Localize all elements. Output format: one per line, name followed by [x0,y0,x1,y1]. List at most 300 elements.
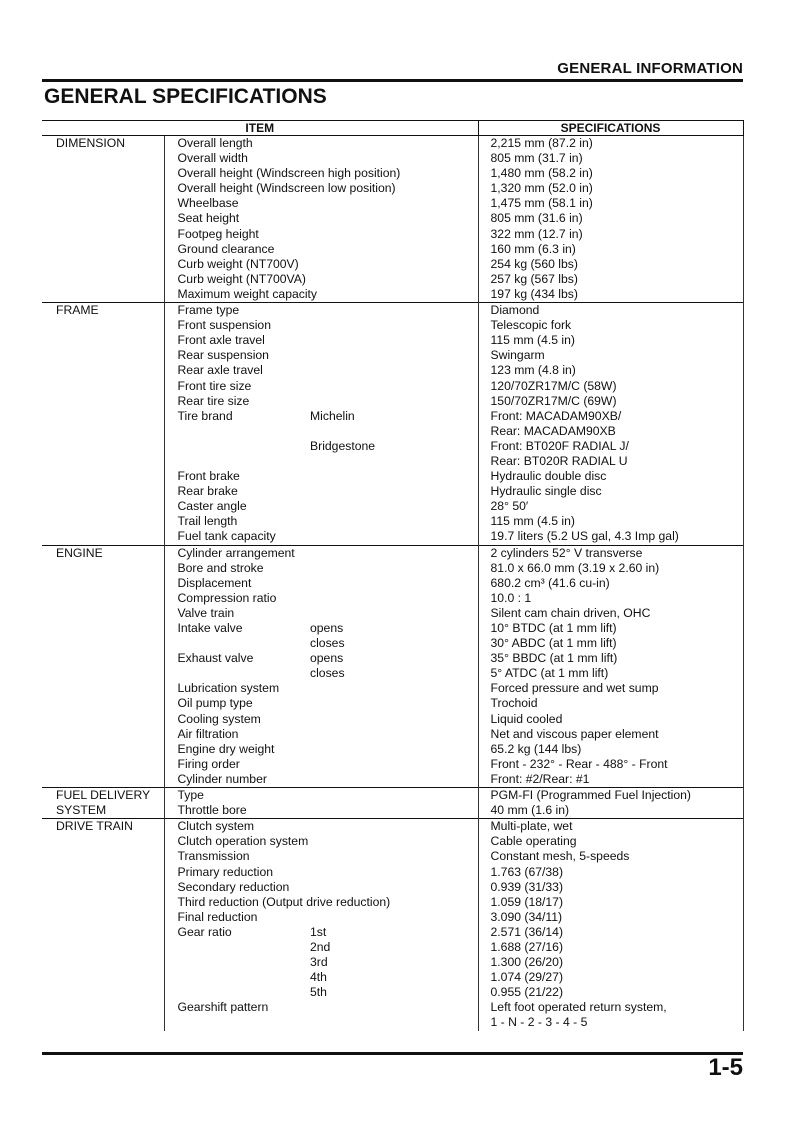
sub-item-cell [310,576,478,591]
spec-value-cell: 160 mm (6.3 in) [478,242,743,257]
sub-item-cell [310,454,478,469]
group-cell [42,242,164,257]
table-row [42,880,743,895]
group-cell [42,181,164,196]
group-cell [42,712,164,727]
sub-item-cell [310,348,478,363]
group-cell [42,970,164,985]
group-cell [42,424,164,439]
item-cell: Fuel tank capacity [164,529,310,545]
table-row [42,529,743,545]
sub-item-cell [310,272,478,287]
item-cell: Front suspension [164,318,310,333]
table-row [42,394,743,409]
spec-value-cell: Silent cam chain driven, OHC [478,606,743,621]
sub-item-cell [310,803,478,819]
sub-item-cell: Bridgestone [310,438,376,453]
item-cell: Compression ratio [164,591,310,606]
spec-value-cell: Rear: MACADAM90XB [478,424,743,439]
table-row [42,757,743,772]
spec-value-cell: Front: #2/Rear: #1 [478,772,743,788]
spec-value-cell: 123 mm (4.8 in) [478,363,743,378]
spec-value-cell: 1,475 mm (58.1 in) [478,196,743,211]
item-cell: Wheelbase [164,196,310,211]
specifications-table [42,120,744,1031]
item-cell: Valve train [164,606,310,621]
sub-item-cell [310,788,478,804]
item-cell: Gearshift pattern [164,1000,310,1015]
sub-item-cell [310,394,478,409]
group-cell: DIMENSION [42,136,164,152]
spec-value-cell: 10° BTDC (at 1 mm lift) [478,621,743,636]
item-cell [164,985,310,1000]
spec-value-cell: 2,215 mm (87.2 in) [478,136,743,152]
sub-item-cell: 1st [310,924,327,939]
sub-item-cell: 5th [310,985,327,1000]
item-cell: Type [164,788,310,804]
group-cell [42,772,164,788]
sub-item-cell [310,424,478,439]
group-cell [42,925,164,940]
item-cell: Intake valve [164,621,310,636]
sub-item-cell: Michelin [310,408,355,423]
group-cell [42,940,164,955]
sub-item-cell: 3rd [310,955,328,970]
spec-value-cell: Multi-plate, wet [478,819,743,835]
spec-value-cell: Front: MACADAM90XB/ [478,409,743,424]
sub-item-cell: 2nd [310,939,331,954]
item-cell: Trail length [164,514,310,529]
table-row [42,606,743,621]
sub-item-cell [310,379,478,394]
group-cell: DRIVE TRAIN [42,819,164,835]
item-cell: Secondary reduction [164,880,310,895]
table-row [42,363,743,378]
sub-item-cell [310,545,478,561]
sub-item-cell [310,136,478,152]
table-row [42,955,743,970]
page-title: GENERAL SPECIFICATIONS [44,85,327,108]
group-cell [42,834,164,849]
group-cell [42,666,164,681]
table-row [42,303,743,319]
spec-value-cell: 115 mm (4.5 in) [478,514,743,529]
group-cell [42,469,164,484]
spec-value-cell: 254 kg (560 lbs) [478,257,743,272]
spec-value-cell: 1,480 mm (58.2 in) [478,166,743,181]
group-cell [42,895,164,910]
group-cell [42,696,164,711]
spec-value-cell: 1.688 (27/16) [478,940,743,955]
spec-value-cell: 10.0 : 1 [478,591,743,606]
table-row [42,865,743,880]
spec-value-cell: 805 mm (31.6 in) [478,211,743,226]
item-cell: Footpeg height [164,227,310,242]
table-row [42,242,743,257]
table-row [42,985,743,1000]
spec-value-cell: 19.7 liters (5.2 US gal, 4.3 Imp gal) [478,529,743,545]
item-cell [164,955,310,970]
table-row [42,1000,743,1015]
item-cell: Lubrication system [164,681,310,696]
group-cell [42,409,164,424]
group-cell [42,955,164,970]
item-cell: Primary reduction [164,865,310,880]
group-cell [42,742,164,757]
item-cell: Maximum weight capacity [164,287,310,303]
group-cell [42,849,164,864]
table-row [42,712,743,727]
spec-value-cell: Liquid cooled [478,712,743,727]
item-cell: Curb weight (NT700V) [164,257,310,272]
table-row [42,803,743,819]
spec-value-cell: 5° ATDC (at 1 mm lift) [478,666,743,681]
item-cell: Front axle travel [164,333,310,348]
item-cell: Rear suspension [164,348,310,363]
sub-item-cell [310,196,478,211]
table-row [42,181,743,196]
item-cell: Rear axle travel [164,363,310,378]
sub-item-cell [310,696,478,711]
item-cell: Oil pump type [164,696,310,711]
item-cell: Frame type [164,303,310,319]
spec-value-cell: 0.939 (31/33) [478,880,743,895]
item-cell: Air filtration [164,727,310,742]
item-cell: Caster angle [164,499,310,514]
column-header-specifications: SPECIFICATIONS [478,121,743,136]
table-row [42,925,743,940]
sub-item-cell [310,1000,478,1015]
table-row [42,621,743,636]
group-cell [42,591,164,606]
item-cell: Overall height (Windscreen high position) [164,166,310,181]
table-row [42,484,743,499]
sub-item-cell: closes [310,666,345,681]
table-row [42,819,743,835]
item-cell: Third reduction (Output drive reduction) [164,895,310,910]
item-cell: Rear tire size [164,394,310,409]
column-header-item: ITEM [42,121,478,136]
table-body [42,136,743,1031]
sub-item-cell: closes [310,636,345,651]
item-cell: Clutch system [164,819,310,835]
sub-item-cell: opens [310,651,344,666]
group-cell [42,348,164,363]
group-cell [42,651,164,666]
spec-value-cell: 197 kg (434 lbs) [478,287,743,303]
spec-value-cell: 3.090 (34/11) [478,910,743,925]
footer-rule [42,1052,743,1055]
group-cell [42,227,164,242]
table-row [42,651,743,666]
table-row [42,409,743,424]
table-row [42,940,743,955]
sub-item-cell [310,529,478,545]
sub-item-cell [310,1015,478,1030]
sub-item-cell [310,757,478,772]
group-cell [42,514,164,529]
table-row [42,727,743,742]
item-cell: Engine dry weight [164,742,310,757]
sub-item-cell [310,211,478,226]
item-cell [164,666,310,681]
table-row [42,788,743,804]
table-row [42,514,743,529]
table-row [42,454,743,469]
table-row [42,1015,743,1030]
table-row [42,910,743,925]
sub-item-cell [310,333,478,348]
table-row [42,895,743,910]
table-row [42,591,743,606]
table-row [42,227,743,242]
group-cell [42,439,164,454]
spec-value-cell: Telescopic fork [478,318,743,333]
running-header: GENERAL INFORMATION [557,60,743,77]
sub-item-cell [310,469,478,484]
group-cell [42,606,164,621]
group-cell [42,1000,164,1015]
sub-item-cell [310,303,478,319]
item-cell: Overall width [164,151,310,166]
sub-item-cell [310,712,478,727]
spec-value-cell: 322 mm (12.7 in) [478,227,743,242]
page-number: 1-5 [708,1054,743,1081]
group-cell [42,910,164,925]
item-cell: Final reduction [164,910,310,925]
table-row [42,379,743,394]
sub-item-cell [310,865,478,880]
item-cell: Transmission [164,849,310,864]
group-cell [42,196,164,211]
sub-item-cell [310,484,478,499]
table-row [42,151,743,166]
sub-item-cell [310,742,478,757]
spec-value-cell: Front - 232° - Rear - 488° - Front [478,757,743,772]
table-row [42,696,743,711]
sub-item-cell [310,880,478,895]
table-row [42,834,743,849]
sub-item-cell [310,514,478,529]
group-cell [42,166,164,181]
table-row [42,424,743,439]
group-cell [42,333,164,348]
item-cell: Cylinder number [164,772,310,788]
spec-value-cell: 150/70ZR17M/C (69W) [478,394,743,409]
spec-value-cell: Swingarm [478,348,743,363]
table-row [42,499,743,514]
sub-item-cell [310,591,478,606]
group-cell [42,727,164,742]
group-cell [42,454,164,469]
table-row [42,439,743,454]
group-cell [42,379,164,394]
group-cell: FUEL DELIVERY [42,788,164,804]
spec-value-cell: 30° ABDC (at 1 mm lift) [478,636,743,651]
spec-value-cell: 35° BBDC (at 1 mm lift) [478,651,743,666]
group-cell [42,151,164,166]
item-cell: Exhaust valve [164,651,310,666]
spec-value-cell: 2.571 (36/14) [478,925,743,940]
group-cell [42,621,164,636]
table-row [42,333,743,348]
group-cell [42,757,164,772]
group-cell [42,318,164,333]
table-row [42,636,743,651]
item-cell: Bore and stroke [164,561,310,576]
sub-item-cell [310,819,478,835]
sub-item-cell [310,849,478,864]
table-row [42,287,743,303]
group-cell [42,211,164,226]
group-cell [42,636,164,651]
group-cell [42,985,164,1000]
item-cell: Ground clearance [164,242,310,257]
table-row [42,545,743,561]
table-row [42,196,743,211]
item-cell: Cylinder arrangement [164,545,310,561]
spec-value-cell: Rear: BT020R RADIAL U [478,454,743,469]
spec-value-cell: 1.300 (26/20) [478,955,743,970]
table-row [42,849,743,864]
spec-value-cell: Hydraulic double disc [478,469,743,484]
item-cell [164,1015,310,1030]
table-row [42,561,743,576]
table-row [42,742,743,757]
spec-value-cell: Diamond [478,303,743,319]
item-cell [164,439,310,454]
group-cell [42,529,164,545]
table-header-row [42,121,743,136]
table-row [42,272,743,287]
group-cell [42,484,164,499]
spec-value-cell: 0.955 (21/22) [478,985,743,1000]
item-cell [164,636,310,651]
table-row [42,318,743,333]
item-cell: Clutch operation system [164,834,310,849]
sub-item-cell [310,363,478,378]
group-cell: FRAME [42,303,164,319]
group-cell [42,681,164,696]
group-cell: ENGINE [42,545,164,561]
header-rule [42,79,743,82]
table-row [42,970,743,985]
spec-value-cell: 805 mm (31.7 in) [478,151,743,166]
sub-item-cell [310,727,478,742]
item-cell: Rear brake [164,484,310,499]
table-row [42,576,743,591]
spec-value-cell: 257 kg (567 lbs) [478,272,743,287]
item-cell: Gear ratio [164,925,310,940]
spec-value-cell: 81.0 x 66.0 mm (3.19 x 2.60 in) [478,561,743,576]
sub-item-cell [310,606,478,621]
group-cell [42,257,164,272]
item-cell [164,454,310,469]
item-cell [164,424,310,439]
item-cell: Front brake [164,469,310,484]
spec-value-cell: 1.074 (29/27) [478,970,743,985]
spec-value-cell: 115 mm (4.5 in) [478,333,743,348]
spec-value-cell: Front: BT020F RADIAL J/ [478,439,743,454]
sub-item-cell [310,242,478,257]
sub-item-cell [310,257,478,272]
group-cell [42,1015,164,1030]
group-cell [42,561,164,576]
group-cell [42,363,164,378]
spec-value-cell: Forced pressure and wet sump [478,681,743,696]
sub-item-cell [310,287,478,303]
group-cell [42,287,164,303]
group-cell [42,880,164,895]
table-row [42,136,743,152]
table-row [42,772,743,788]
group-cell [42,394,164,409]
spec-value-cell: Trochoid [478,696,743,711]
spec-value-cell: 1 - N - 2 - 3 - 4 - 5 [478,1015,743,1030]
spec-value-cell: 680.2 cm³ (41.6 cu-in) [478,576,743,591]
group-cell [42,272,164,287]
spec-value-cell: 120/70ZR17M/C (58W) [478,379,743,394]
sub-item-cell [310,151,478,166]
item-cell: Tire brand [164,409,310,424]
item-cell: Displacement [164,576,310,591]
group-cell [42,576,164,591]
group-cell [42,865,164,880]
table-row [42,469,743,484]
table-row [42,348,743,363]
sub-item-cell [310,499,478,514]
item-cell: Curb weight (NT700VA) [164,272,310,287]
item-cell: Throttle bore [164,803,310,819]
spec-value-cell: 1.059 (18/17) [478,895,743,910]
spec-value-cell: 28° 50′ [478,499,743,514]
group-cell: SYSTEM [56,803,107,818]
item-cell: Cooling system [164,712,310,727]
spec-value-cell: 1.763 (67/38) [478,865,743,880]
item-cell: Seat height [164,211,310,226]
sub-item-cell [310,910,478,925]
item-cell [164,970,310,985]
spec-value-cell: 40 mm (1.6 in) [478,803,743,819]
table-row [42,166,743,181]
item-cell: Firing order [164,757,310,772]
item-cell: Overall height (Windscreen low position) [164,181,310,196]
spec-value-cell: Constant mesh, 5-speeds [478,849,743,864]
spec-value-cell: Cable operating [478,834,743,849]
item-cell: Front tire size [164,379,310,394]
table-row [42,257,743,272]
table-row [42,681,743,696]
table-row [42,211,743,226]
spec-value-cell: 2 cylinders 52° V transverse [478,545,743,561]
sub-item-cell: 4th [310,970,327,985]
spec-value-cell: Hydraulic single disc [478,484,743,499]
table-row [42,666,743,681]
sub-item-cell [310,834,478,849]
spec-value-cell: Left foot operated return system, [478,1000,743,1015]
spec-value-cell: 65.2 kg (144 lbs) [478,742,743,757]
spec-value-cell: Net and viscous paper element [478,727,743,742]
item-cell: Overall length [164,136,310,152]
sub-item-cell: opens [310,621,344,635]
sub-item-cell [310,561,478,576]
sub-item-cell [310,318,478,333]
sub-item-cell [310,681,478,696]
group-cell [42,499,164,514]
sub-item-cell [310,227,478,242]
item-cell [164,940,310,955]
spec-value-cell: PGM-FI (Programmed Fuel Injection) [478,788,743,804]
